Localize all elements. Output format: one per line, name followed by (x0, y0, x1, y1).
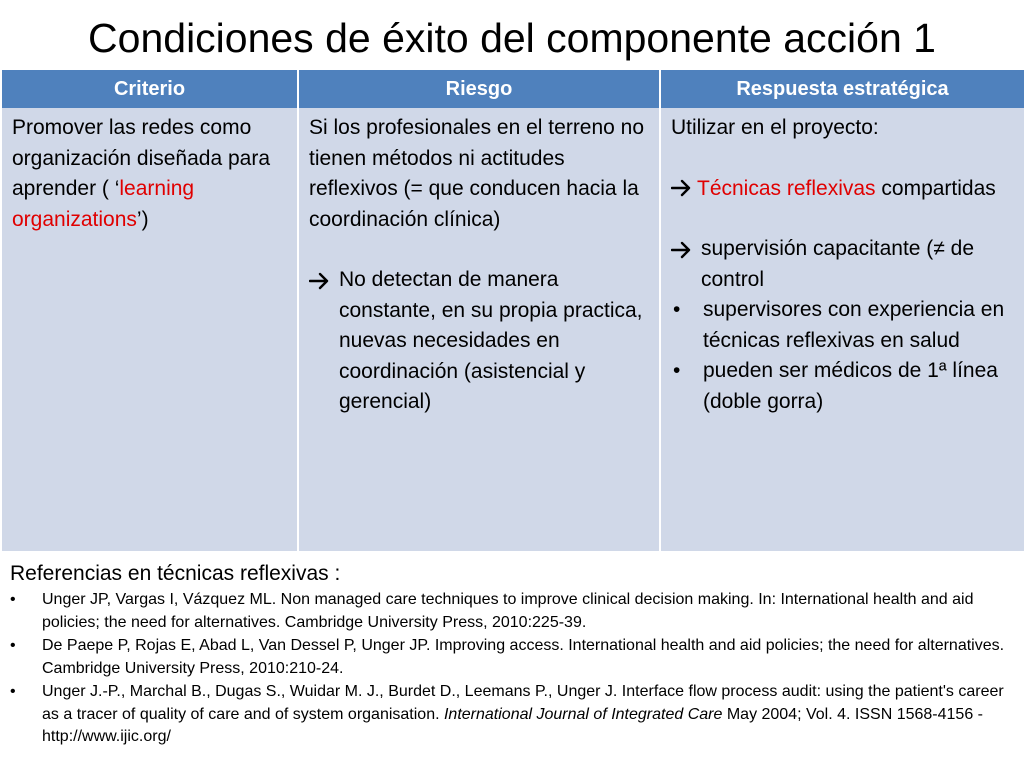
respuesta-highlight: Técnicas reflexivas (697, 176, 876, 200)
respuesta-bullet-1: supervisores con experiencia en técnicas reflexivas en salud (703, 298, 1005, 352)
references-section (10, 560, 1014, 749)
list-item (671, 356, 1018, 417)
riesgo-arrow-text: No detectan de manera constante, en su propia practica, nuevas necesidades en coordinación (asistencial y gerencial) (339, 268, 643, 413)
reference-item (10, 681, 1014, 749)
bullet-icon: • (10, 637, 16, 654)
respuesta-arrow-item-2 (671, 234, 1018, 295)
table-row (2, 108, 1024, 551)
header-riesgo: Riesgo (298, 70, 660, 108)
respuesta-intro: Utilizar en el proyecto: (671, 116, 879, 139)
bullet-icon: • (10, 683, 16, 700)
riesgo-arrow-item (309, 265, 653, 418)
bullet-icon: • (673, 298, 681, 321)
arrow-right-icon (309, 265, 337, 296)
respuesta-arrow2-text: supervisión capacitante (≠ de control (701, 237, 975, 291)
criterio-text-end: ’) (136, 207, 149, 231)
cell-respuesta (660, 108, 1024, 551)
bullet-icon: • (10, 591, 16, 608)
header-respuesta: Respuesta estratégica (660, 70, 1024, 108)
reference-text: Unger JP, Vargas I, Vázquez ML. Non managed care techniques to improve clinical decision making. In: International health and aid policies; the need for alternatives. Cambridge University Press, 2010:225-39. (42, 591, 974, 631)
arrow-right-icon (671, 174, 697, 205)
reference-journal: International Journal of Integrated Care (443, 705, 723, 723)
success-conditions-table (2, 70, 1024, 551)
list-item (671, 295, 1018, 356)
table-header-row (2, 70, 1024, 108)
criterio-text: Promover las redes como organización diseñada para aprender ( ‘ (12, 116, 271, 200)
reference-text: De Paepe P, Rojas E, Abad L, Van Dessel P, Unger JP. Improving access. International health and aid policies; the need for alternatives. Cambridge University Press, 2010:210-24. (42, 637, 1005, 677)
slide-title: Condiciones de éxito del componente acción 1 (88, 15, 936, 61)
cell-riesgo (298, 108, 660, 551)
criterio-highlight: learning organizations (12, 177, 195, 231)
respuesta-bullet-2: pueden ser médicos de 1ª línea (doble gorra) (703, 359, 998, 413)
riesgo-paragraph: Si los profesionales en el terreno no tienen métodos ni actitudes reflexivos (= que conducen hacia la coordinación clínica) (309, 116, 645, 231)
cell-criterio (2, 108, 298, 551)
reference-item (10, 589, 1014, 634)
reference-item (10, 635, 1014, 680)
reference-text: Unger J.-P., Marchal B., Dugas S., Wuidar M. J., Burdet D., Leemans P., Unger J. Interface flow process audit: using the patient's career as a tracer of quality of care and of system organisation. (42, 683, 1004, 723)
bullet-icon: • (673, 359, 681, 382)
reference-text-end: May 2004; Vol. 4. ISSN 1568-4156 - http://www.ijic.org/ (42, 705, 983, 745)
respuesta-arrow1-rest: compartidas (881, 176, 996, 200)
arrow-right-icon (671, 234, 699, 265)
header-criterio: Criterio (2, 70, 298, 108)
references-heading: Referencias en técnicas reflexivas : (10, 562, 341, 585)
respuesta-arrow-item-1 (671, 174, 1018, 205)
